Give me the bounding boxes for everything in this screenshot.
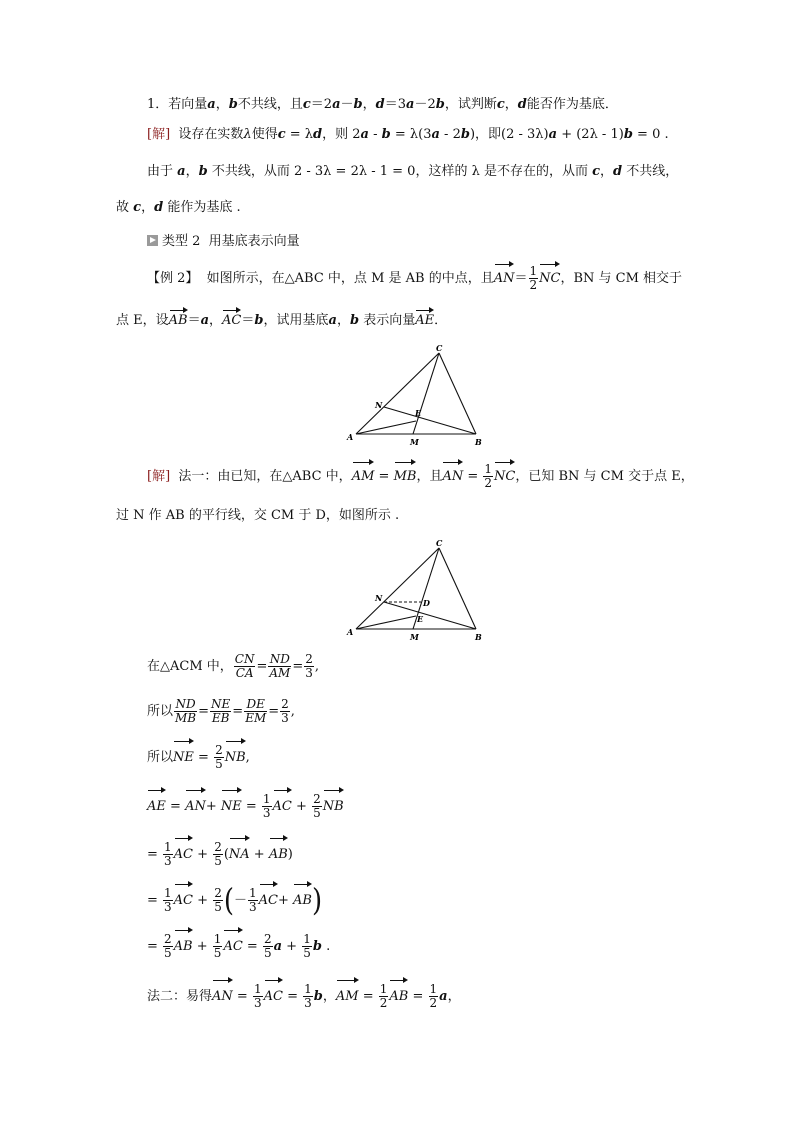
derivation-text: 法二：易得 [147,989,213,1004]
type-label: 类型 2 [162,234,201,249]
method-1-line-1: [解] 法一：由已知，在△ABC 中，AM = MB，且AN = $\frac{1}{2}$ NC，已知 BN 与 CM 交于点 E， [147,462,694,490]
label-M: M [410,437,419,447]
problem-text: 能否作为基底． [526,97,618,112]
method-1-line-2 [116,507,399,525]
solution-text: 能作为基底 . [167,200,241,215]
solution-text: + (2λ - 1) [557,127,624,142]
math-text: － [340,97,354,112]
derivation-line-6: = $\frac{1}{3}$ AC + $\frac{2}{5}$ (－ $\frac{1}{3}$ AC+ AB) [147,882,323,919]
label-E: E [417,614,424,624]
label-N: N [375,400,383,410]
derivation-text: 所以 [147,704,174,719]
solution-text: 不共线， [626,164,679,179]
method-text: ，已知 BN 与 CM 交于点 E， [515,469,694,484]
vector-b: b [228,97,238,112]
solution-text: ，则 2 [322,127,361,142]
solution-text: 由于 [147,164,174,179]
label-D: D [423,598,430,608]
problem-text: ，试判断 [444,97,497,112]
solution-tag: [解] [147,469,171,484]
solution-text: 设存在实数 [178,127,244,142]
example-text: 如图所示，在△ABC 中，点 M 是 AB 的中点，且 [206,271,494,286]
triangle-figure-2 [340,538,490,642]
label-B: B [475,632,482,642]
method-text: 过 N 作 AB 的平行线，交 CM 于 D，如图所示 . [116,508,400,523]
solution-text: ，即(2 - 3λ) [475,127,549,142]
lambda: λ [243,127,252,142]
derivation-line-7: = $\frac{2}{5}$ AB + $\frac{1}{5}$ AC = $\frac{2}{5}$ a + $\frac{1}{5}$ b . [147,932,331,960]
problem-1: 1．若向量a，b不共线，且c＝2a－b，d＝3a－2b，试判断c，d能否作为基底． [147,97,618,112]
solution-text: 不共线，从而 2 - 3λ = 2λ - 1 = 0，这样的 λ 是不存在的，从而 [211,164,588,179]
method-text: 法一：由已知，在△ABC 中， [178,469,352,484]
solution-text: 使得 [251,127,278,142]
label-A: A [347,627,354,637]
play-triangle-icon [147,235,158,246]
method-2-line: 法二：易得AN = $\frac{1}{3}$ AC = $\frac{1}{3}$ b，AM = $\frac{1}{2}$ AB = $\frac{1}{2}$ a， [147,982,461,1010]
punct: ， [215,97,229,112]
problem-text: 不共线，且 [237,97,303,112]
math-text: ＝3 [384,97,406,112]
derivation-text: 在△ACM 中， [147,659,233,674]
vector-d: d [375,97,385,112]
label-M: M [410,632,419,642]
punct: ， [362,97,376,112]
solution-1-line-3: 故 c，d 能作为基底 . [116,200,241,215]
label-E: E [415,408,422,418]
solution-text: = 0 . [632,127,669,142]
derivation-line-2: 所以 $\frac{ND}{MB}$ = $\frac{NE}{EB}$ = $\frac{DE}{EM}$ = $\frac{2}{3}$ , [147,697,295,725]
example-text: 表示向量 [363,313,416,328]
type-title: 用基底表示向量 [208,234,300,249]
math-text: ＝2 [310,97,333,112]
example-2-line-2: 点 E，设AB＝a，AC＝b，试用基底a，b 表示向量AE． [116,313,448,328]
example-text: ，试用基底 [263,313,329,328]
problem-text: 若向量 [168,97,208,112]
type-heading [147,233,300,251]
math-text: －2 [414,97,436,112]
label-A: A [347,432,354,442]
method-text: ，且 [416,469,443,484]
vector-c: c [302,97,311,112]
example-text: 点 E，设 [116,313,169,328]
label-C: C [436,343,443,353]
derivation-line-3: 所以NE = $\frac{2}{5}$ NB, [147,743,250,771]
problem-number: 1． [147,97,169,112]
solution-1-line-2: 由于 a，b 不共线，从而 2 - 3λ = 2λ - 1 = 0，这样的 λ 是不存在的，从而 c，d 不共线， [147,164,679,179]
solution-1-line-1: [解] 设存在实数λ使得c = λd，则 2a - b = λ(3a - 2b)，即(2 - 3λ)a + (2λ - 1)b = 0 . [147,127,669,142]
derivation-line-5: = $\frac{1}{3}$ AC + $\frac{2}{5}$ (NA + AB) [147,840,293,868]
derivation-line-4: AE = AN+ NE = $\frac{1}{3}$ AC + $\frac{2}{5}$ NB [147,792,344,820]
label-C: C [436,538,443,548]
vector-a: a [207,97,216,112]
derivation-text: 所以 [147,750,174,765]
triangle-figure-1 [340,343,490,447]
example-tag: 【例 2】 [147,271,199,286]
solution-tag: [解] [147,127,171,142]
derivation-line-1: 在△ACM 中， $\frac{CN}{CA}$ = $\frac{ND}{AM}$ = $\frac{2}{3}$ , [147,652,320,680]
example-text: ，BN 与 CM 相交于 [560,271,683,286]
example-2-line-1: 【例 2】 如图所示，在△ABC 中，点 M 是 AB 的中点，且AN＝ $\frac{1}{2}$ NC，BN 与 CM 相交于 [147,264,683,292]
label-B: B [475,437,482,447]
label-N: N [375,593,383,603]
solution-text: 故 [116,200,130,215]
